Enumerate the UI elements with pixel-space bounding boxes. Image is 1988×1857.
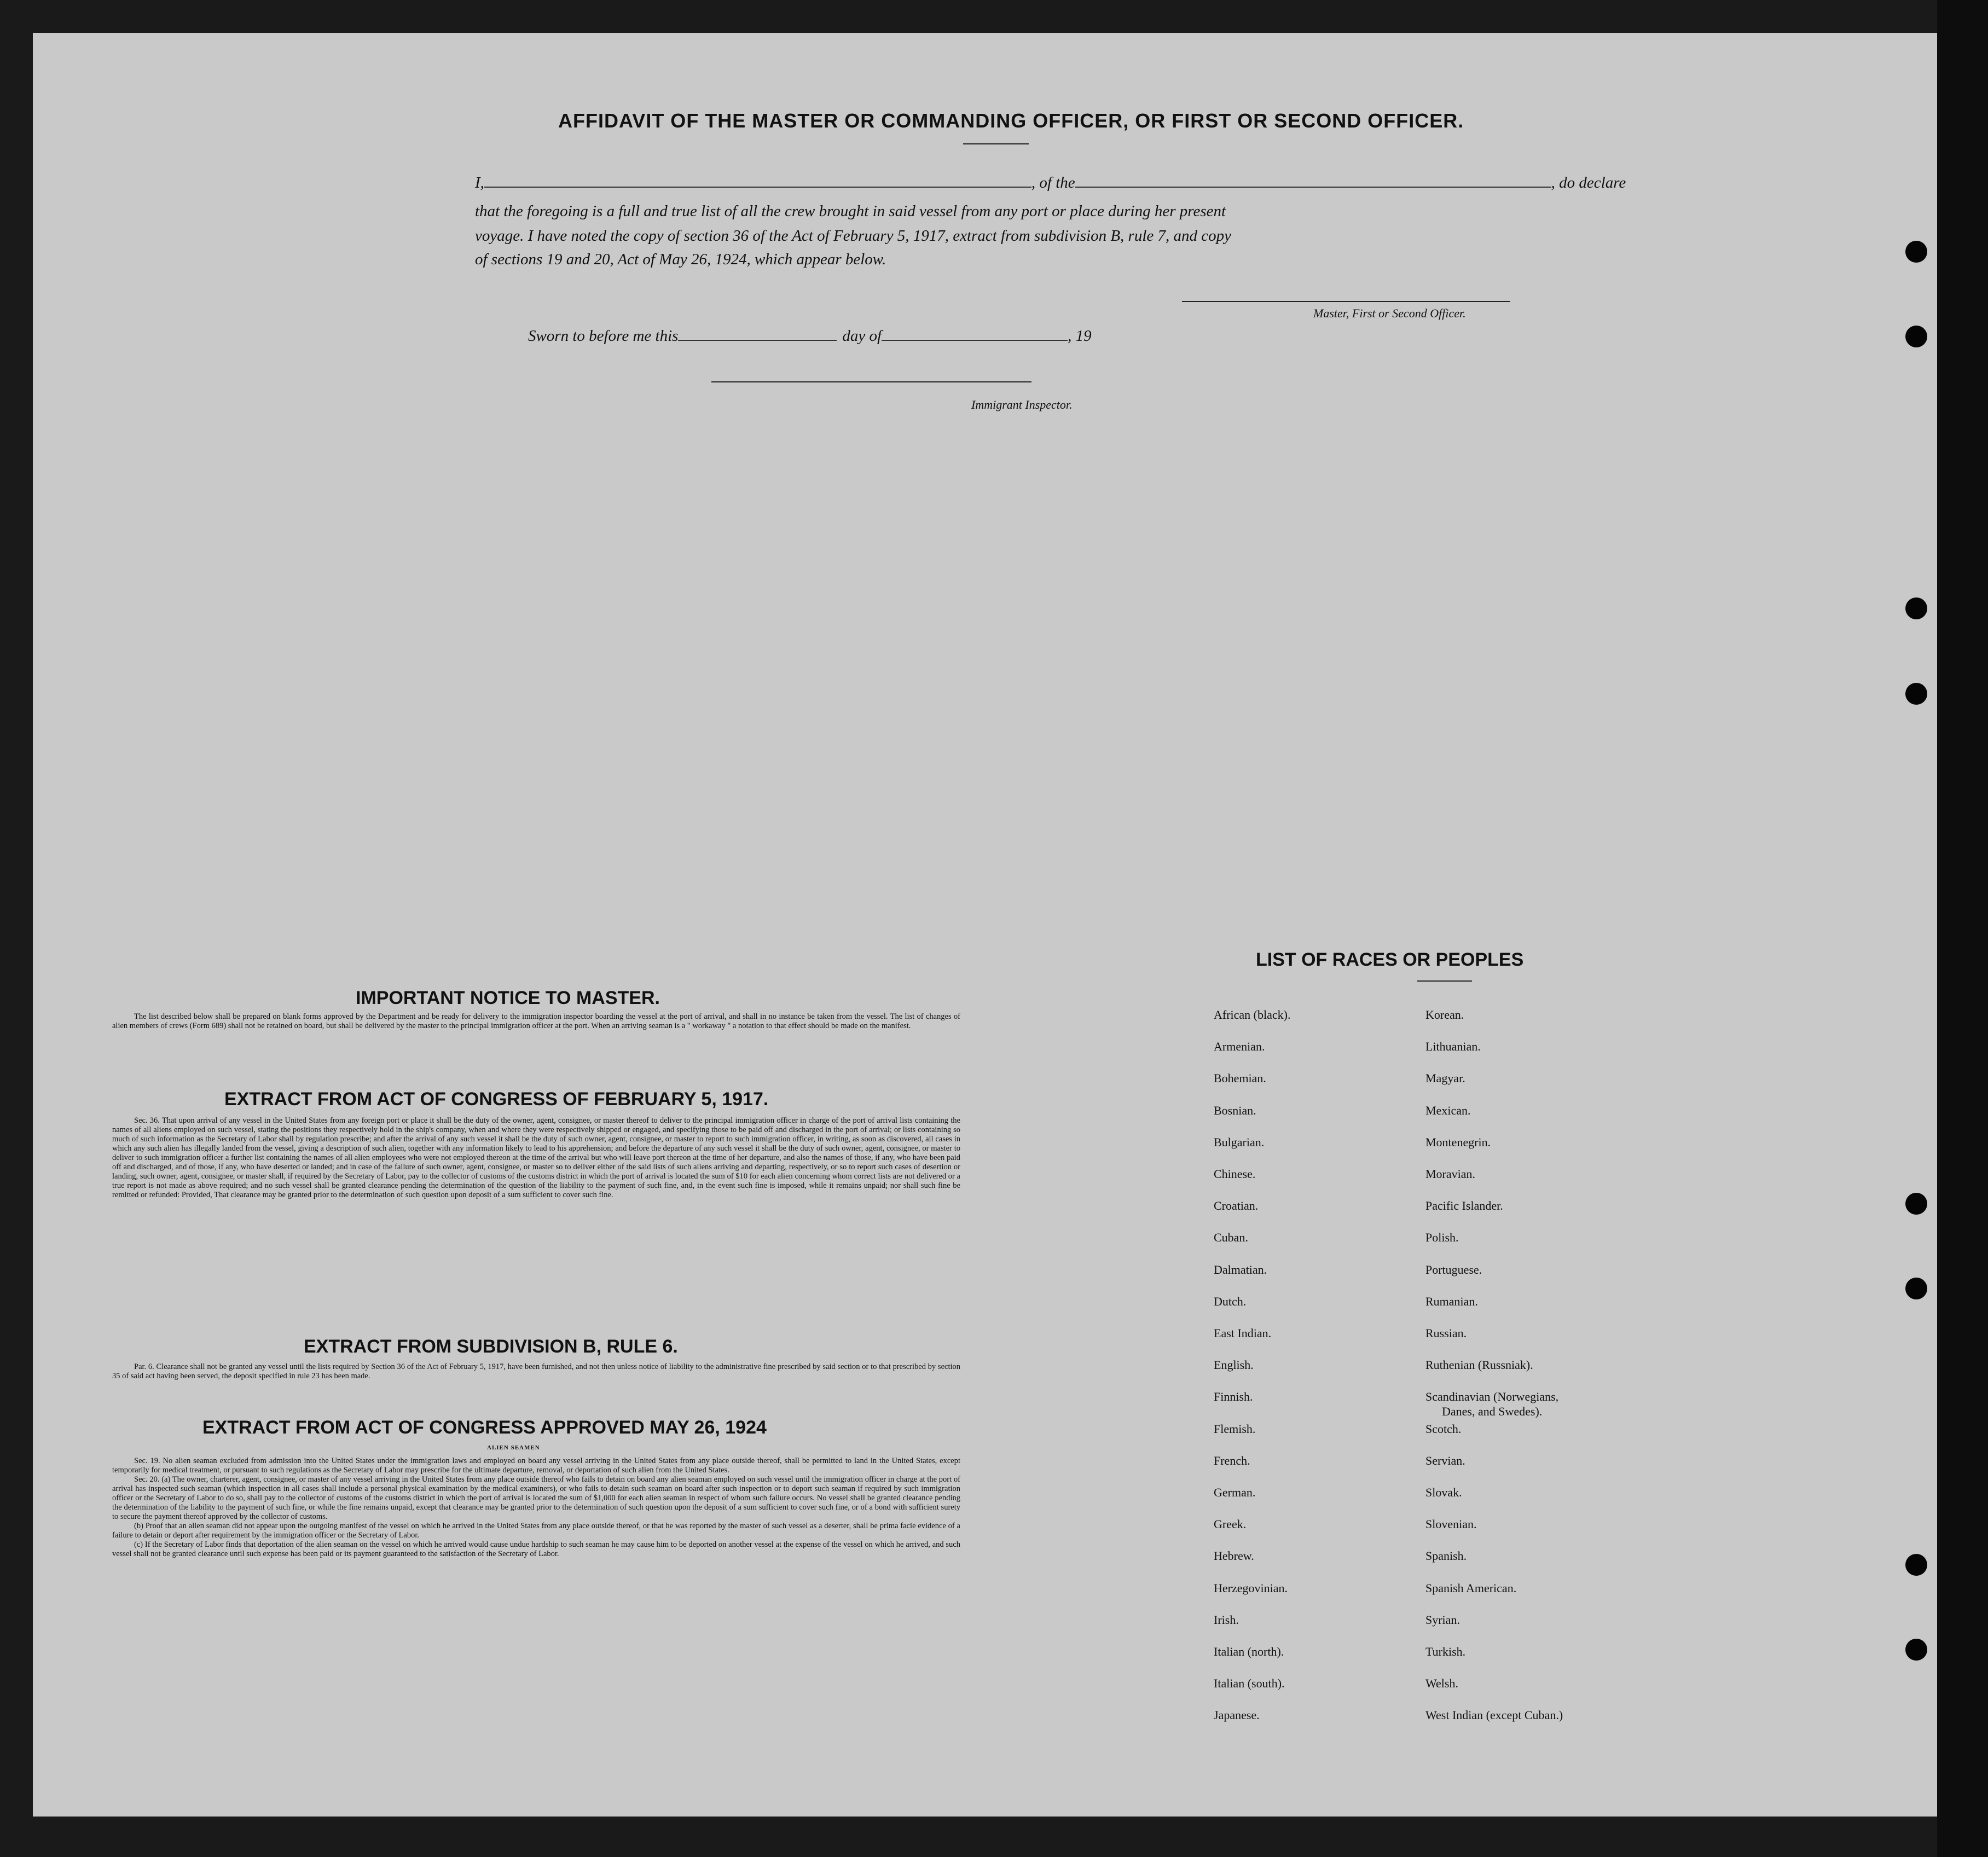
race-item: Bosnian. — [1214, 1103, 1256, 1117]
race-item: Ruthenian (Russniak). — [1425, 1358, 1533, 1372]
race-item: Hebrew. — [1214, 1549, 1254, 1563]
affidavit-line-3: voyage. I have noted the copy of section 36 of the Act of February 5, 1917, extract from subdivision B, rule 7, and copy — [475, 227, 1232, 245]
race-item: Greek. — [1214, 1517, 1247, 1531]
sworn-line — [528, 327, 1092, 345]
binder-hole — [1905, 1278, 1927, 1299]
line1-i: I, — [475, 174, 484, 191]
race-item: Armenian. — [1214, 1040, 1265, 1054]
race-item: Danes, and Swedes). — [1442, 1405, 1543, 1419]
binder-hole — [1905, 326, 1927, 347]
inspector-signature-line — [711, 381, 1031, 382]
year-text: , 19 — [1068, 327, 1092, 345]
sworn-text: Sworn to before me this — [528, 327, 679, 345]
rule6-title: EXTRACT FROM SUBDIVISION B, RULE 6. — [304, 1336, 678, 1357]
race-item: Italian (south). — [1214, 1676, 1285, 1691]
race-item: Rumanian. — [1425, 1294, 1478, 1308]
race-item: Dalmatian. — [1214, 1262, 1267, 1276]
binder-hole — [1905, 683, 1927, 705]
line1-declare: , do declare — [1551, 174, 1626, 191]
extract-1917-paragraph: Sec. 36. That upon arrival of any vessel in the United States from any foreign port or place it shall be the duty of the owner, agent, consignee, or master thereof to deliver to the principal immigration officer in charge of the port of arrival lists containing the names of all aliens employed on such vessel, stating the positions they respectively hold in the ship's company, when and where they were respectively shipped or engaged, and specifying those to be paid off and discharged in the port of arrival; or lists containing so much of such information as the Secretary of Labor shall by regulation prescribe; and after the arrival of any such vessel it shall be the duty of such owner, agent, consignee, or master to report to such immigration officer, in writing, as soon as discovered, all cases in which any such alien has illegally landed from the vessel, giving a description of such alien, together with any information likely to lead to his apprehension; and before the departure of any such vessel it shall be the duty of such owner, agent, consignee, or master to deliver to such immigration officer a further list containing the names of all alien employees who were not employed thereon at the time of the arrival but who will leave port thereon at the time of her departure, and also the names of those, if any, who have been paid off and discharged, and of those, if any, who have deserted or landed; and in case of the failure of such owner, agent, consignee, or master so to deliver either of the said lists of such aliens arriving and departing, respectively, or so to report such cases of desertion or landing, such owner, agent, consignee, or master shall, if required by the Secretary of Labor, pay to the collector of customs of the customs district in which the port of arrival is located the sum of $10 for each alien concerning whom correct lists are not delivered or a true report is not made as above required; and no such vessel shall be granted clearance pending the determination of the question of the liability to the payment of such fine, and, in the event such fine is imposed, while it remains unpaid; nor shall such fine be remitted or refunded: Provided, That clearance may be granted prior to the determination of such question upon deposit of a sum sufficient to cover such fine. — [112, 1116, 960, 1199]
race-item: Spanish American. — [1425, 1581, 1517, 1595]
race-item: Herzegovinian. — [1214, 1581, 1288, 1595]
inspector-label: Immigrant Inspector. — [971, 398, 1073, 411]
race-item: Magyar. — [1425, 1071, 1465, 1086]
race-item: African (black). — [1214, 1008, 1291, 1022]
binder-hole — [1905, 597, 1927, 619]
race-item: Servian. — [1425, 1453, 1465, 1467]
race-item: Montenegrin. — [1425, 1135, 1491, 1149]
extract-1924-subtitle: ALIEN SEAMEN — [487, 1444, 540, 1451]
extract-1924-text — [112, 1456, 960, 1559]
extract-1924-title: EXTRACT FROM ACT OF CONGRESS APPROVED MAY 26, 1924 — [202, 1417, 767, 1438]
affidavit-line-4: of sections 19 and 20, Act of May 26, 1924, which appear below. — [475, 251, 886, 268]
sworn-month-blank — [882, 328, 1068, 341]
affidavit-title: AFFIDAVIT OF THE MASTER OR COMMANDING OFFICER, OR FIRST OR SECOND OFFICER. — [558, 109, 1464, 132]
race-item: Korean. — [1425, 1008, 1464, 1022]
sworn-day-blank — [678, 328, 837, 341]
race-item: Scandinavian (Norwegians, — [1425, 1390, 1559, 1404]
scan-edge — [1937, 0, 1988, 1857]
race-item: Japanese. — [1214, 1708, 1260, 1722]
title-underline — [963, 143, 1029, 144]
race-item: Croatian. — [1214, 1199, 1259, 1213]
race-item: Spanish. — [1425, 1549, 1467, 1563]
race-item: Pacific Islander. — [1425, 1199, 1503, 1213]
notice-title: IMPORTANT NOTICE TO MASTER. — [356, 988, 660, 1008]
race-item: Scotch. — [1425, 1421, 1462, 1436]
binder-hole — [1905, 241, 1927, 263]
affidavit-line-1 — [475, 174, 1626, 192]
race-item: Bohemian. — [1214, 1071, 1266, 1086]
race-item: West Indian (except Cuban.) — [1425, 1708, 1563, 1722]
master-label: Master, First or Second Officer. — [1313, 306, 1466, 320]
race-item: French. — [1214, 1453, 1250, 1467]
race-item: Flemish. — [1214, 1421, 1256, 1436]
race-item: German. — [1214, 1485, 1256, 1499]
sec20b-paragraph: (b) Proof that an alien seaman did not appear upon the outgoing manifest of the vessel on which he arrived in the United States from any place outside thereof, or that he was reported by the master of such vessel as a deserter, shall be prima facie evidence of a failure to detain or deport after requirement by the immigration officer or the Secretary of Labor. — [112, 1522, 960, 1540]
master-signature-line — [1182, 301, 1510, 302]
race-item: Finnish. — [1214, 1390, 1253, 1404]
race-item: Bulgarian. — [1214, 1135, 1265, 1149]
race-item: English. — [1214, 1358, 1254, 1372]
day-of-text: day of — [842, 327, 882, 345]
race-item: Portuguese. — [1425, 1262, 1482, 1276]
notice-text — [112, 1012, 960, 1031]
extract-1917-title: EXTRACT FROM ACT OF CONGRESS OF FEBRUARY 5, 1917. — [224, 1089, 769, 1110]
race-item: Slovak. — [1425, 1485, 1462, 1499]
race-item: Turkish. — [1425, 1645, 1466, 1658]
race-item: East Indian. — [1214, 1326, 1272, 1340]
races-title-underline — [1417, 980, 1472, 982]
binder-hole — [1905, 1554, 1927, 1576]
race-item: Chinese. — [1214, 1167, 1256, 1181]
binder-hole — [1905, 1193, 1927, 1215]
notice-paragraph: The list described below shall be prepared on blank forms approved by the Department and be ready for delivery to the immigration inspector boarding the vessel at the port of arrival, and shall in no instance be taken from the vessel. The list of changes of alien members of crews (Form 689) shall not be retained on board, but shall be delivered by the master to the principal immigration officer at the port. When an arriving seaman is a " workaway " a notation to that effect should be made on the manifest. — [112, 1012, 960, 1030]
sec20c-paragraph: (c) If the Secretary of Labor finds that deportation of the alien seaman on the vessel on which he arrived would cause undue hardship to such seaman he may cause him to be deported on another vessel at the expense of the vessel on which he arrived, and such vessel shall not be granted clearance until such expense has been paid or its payment guaranteed to the satisfaction of the Secretary of Labor. — [112, 1540, 960, 1558]
race-item: Polish. — [1425, 1231, 1459, 1245]
race-item: Moravian. — [1425, 1167, 1476, 1181]
race-item: Cuban. — [1214, 1231, 1248, 1245]
name-blank — [484, 175, 1031, 188]
line1-of-the: , of the — [1031, 174, 1075, 191]
sec19-paragraph: Sec. 19. No alien seaman excluded from admission into the United States under the immigration laws and employed on board any vessel arriving in the United States from any place outside thereof, shall be permitted to land in the United States, except temporarily for medical treatment, or pursuant to such regulations as the Secretary of Labor may prescribe for the ultimate departure, removal, or deportation of such alien from the United States. — [112, 1456, 960, 1475]
vessel-blank — [1075, 175, 1551, 188]
race-item: Mexican. — [1425, 1103, 1471, 1117]
sec20a-paragraph: Sec. 20. (a) The owner, charterer, agent, consignee, or master of any vessel arriving in the United States from any place outside thereof who fails to detain on board any alien seaman employed on such vessel until the immigration officer in charge at the port of arrival has inspected such seaman (which inspection in all cases shall include a personal physical examination by the medical examiners), or who fails to detain such seaman on board after such inspection or to deport such seaman if required by such immigration officer or the Secretary of Labor to do so, shall pay to the collector of customs of the customs district in which the port of arrival is located the sum of $1,000 for each alien seaman in respect of whom such failure occurs. No vessel shall be granted clearance pending the determination of the liability to the payment of such fine, or while the fine remains unpaid, except that clearance may be granted prior to the determination of such question upon the deposit of a sum sufficient to cover such fine, or of a bond with sufficient surety to secure the payment thereof approved by the collector of customs. — [112, 1475, 960, 1521]
binder-hole — [1905, 1639, 1927, 1661]
affidavit-line-2: that the foregoing is a full and true list of all the crew brought in said vessel from any port or place during her present — [475, 202, 1226, 220]
race-item: Italian (north). — [1214, 1645, 1284, 1658]
race-item: Welsh. — [1425, 1676, 1458, 1691]
race-item: Lithuanian. — [1425, 1040, 1481, 1054]
extract-1917-text — [112, 1116, 960, 1200]
race-item: Slovenian. — [1425, 1517, 1477, 1531]
races-title: LIST OF RACES OR PEOPLES — [1256, 949, 1524, 970]
race-item: Irish. — [1214, 1612, 1239, 1627]
rule6-text — [112, 1362, 960, 1381]
race-item: Syrian. — [1425, 1612, 1460, 1627]
rule6-paragraph: Par. 6. Clearance shall not be granted any vessel until the lists required by Section 36 of the Act of February 5, 1917, have been furnished, and not then unless notice of liability to the administrative fine prescribed by said section or to that prescribed by section 35 of said act having been served, the deposit specified in rule 23 has been made. — [112, 1362, 960, 1380]
race-item: Dutch. — [1214, 1294, 1247, 1308]
race-item: Russian. — [1425, 1326, 1467, 1340]
